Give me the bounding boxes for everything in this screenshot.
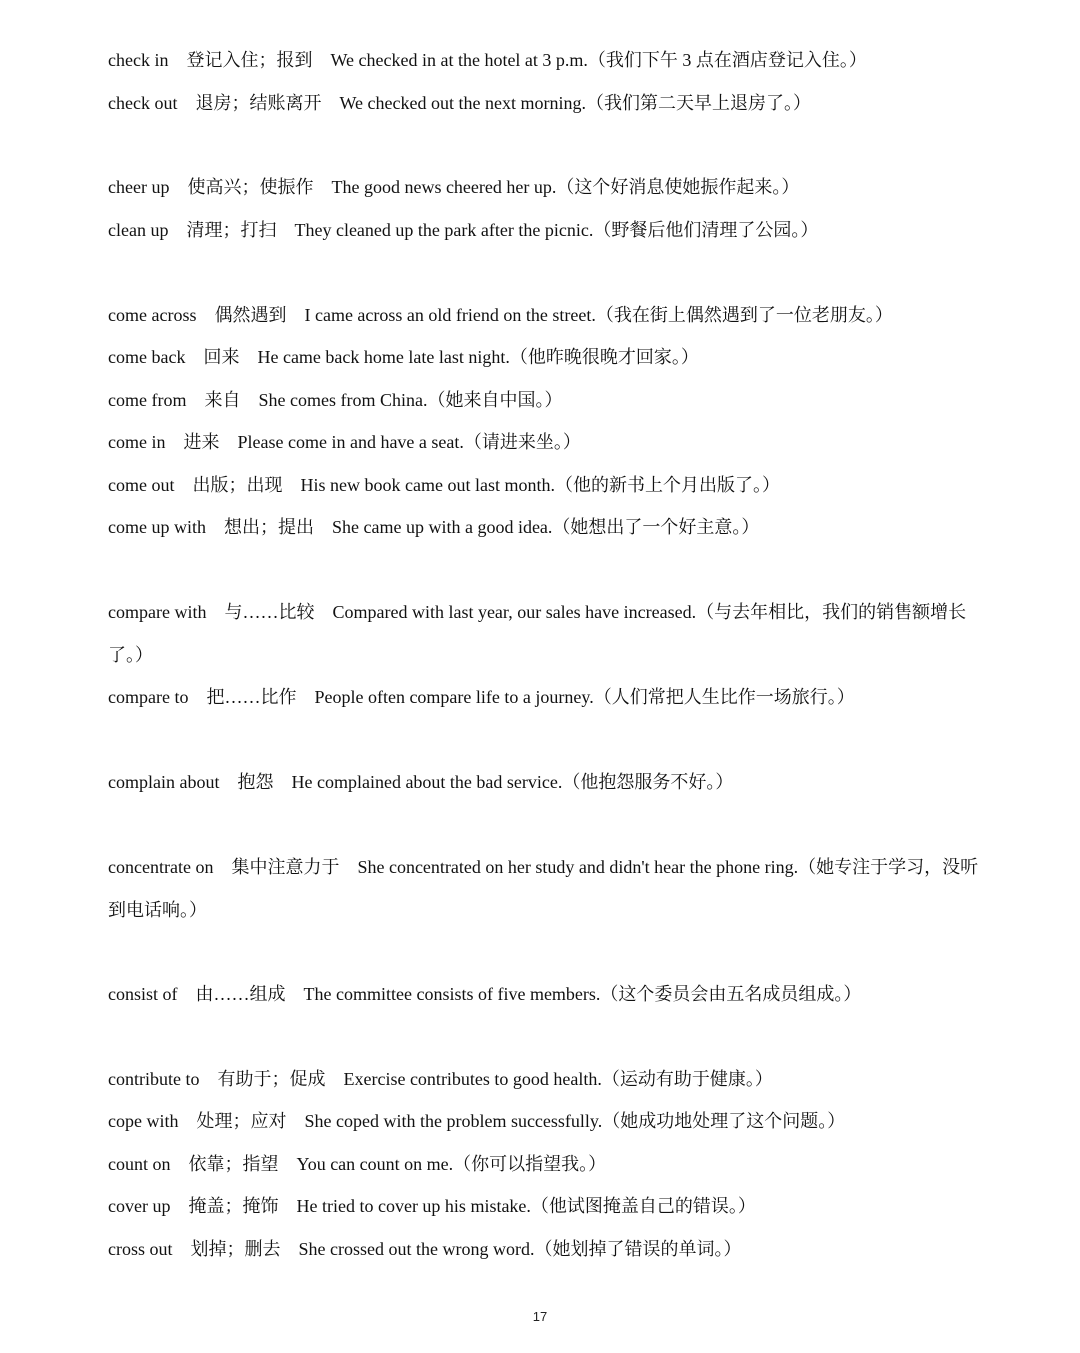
phrase: come up with <box>108 517 206 537</box>
phrase-entry-check-in <box>108 39 988 82</box>
phrase: check out <box>108 93 178 113</box>
phrase-entry-come-from <box>108 379 988 422</box>
phrase-entry-count-on <box>108 1143 988 1186</box>
example-sentence: The committee consists of five members.（这个委员会由五名成员组成。） <box>303 984 862 1004</box>
phrase: come back <box>108 347 186 367</box>
example-sentence: We checked out the next morning.（我们第二天早上退房了。） <box>339 93 811 113</box>
phrase-entry-complain-about <box>108 761 988 804</box>
meaning: 依靠；指望 <box>188 1154 279 1174</box>
phrase-entry-consist-of <box>108 973 988 1016</box>
phrase: cope with <box>108 1111 179 1131</box>
example-sentence: He complained about the bad service.（他抱怨服务不好。） <box>291 772 734 792</box>
meaning: 清理；打扫 <box>186 220 277 240</box>
phrase: come from <box>108 390 187 410</box>
phrase-entry-concentrate-on <box>108 846 988 931</box>
meaning: 退房；结账离开 <box>195 93 322 113</box>
phrase-entry-come-across <box>108 294 988 337</box>
phrase-entry-clean-up <box>108 209 988 252</box>
example-sentence: His new book came out last month.（他的新书上个月出版了。） <box>300 475 780 495</box>
phrase-entry-cover-up <box>108 1185 988 1228</box>
meaning: 与……比较 <box>224 602 315 622</box>
phrase: consist of <box>108 984 178 1004</box>
phrase: come out <box>108 475 175 495</box>
meaning: 回来 <box>203 347 240 367</box>
example-sentence: Exercise contributes to good health.（运动有助于健康。） <box>343 1069 773 1089</box>
meaning: 出版；出现 <box>192 475 283 495</box>
meaning: 把……比作 <box>206 687 297 707</box>
meaning: 来自 <box>204 390 241 410</box>
phrase: concentrate on <box>108 857 214 877</box>
example-sentence: Compared with last year, our sales have increased.（与去年相比，我们的销售额增长了。） <box>108 602 967 665</box>
meaning: 处理；应对 <box>196 1111 287 1131</box>
example-sentence: He came back home late last night.（他昨晚很晚才回家。） <box>257 347 699 367</box>
meaning: 由……组成 <box>195 984 286 1004</box>
phrase: cheer up <box>108 177 170 197</box>
example-sentence: Please come in and have a seat.（请进来坐。） <box>237 432 581 452</box>
phrase: compare to <box>108 687 189 707</box>
phrase-entry-come-out <box>108 464 988 507</box>
phrase-entry-come-in <box>108 421 988 464</box>
phrase: compare with <box>108 602 207 622</box>
phrase: clean up <box>108 220 169 240</box>
example-sentence: She came up with a good idea.（她想出了一个好主意。） <box>331 517 760 537</box>
meaning: 划掉；删去 <box>190 1239 281 1259</box>
example-sentence: People often compare life to a journey.（人们常把人生比作一场旅行。） <box>314 687 855 707</box>
meaning: 想出；提出 <box>223 517 314 537</box>
phrase: count on <box>108 1154 171 1174</box>
phrase-entry-come-back <box>108 336 988 379</box>
meaning: 有助于；促成 <box>217 1069 326 1089</box>
phrase: contribute to <box>108 1069 200 1089</box>
phrase: cover up <box>108 1196 171 1216</box>
meaning: 掩盖；掩饰 <box>188 1196 279 1216</box>
example-sentence: She coped with the problem successfully.（她成功地处理了这个问题。） <box>304 1111 846 1131</box>
meaning: 登记入住；报到 <box>186 50 313 70</box>
example-sentence: The good news cheered her up.（这个好消息使她振作起来。） <box>331 177 800 197</box>
phrase-entry-contribute-to <box>108 1058 988 1101</box>
example-sentence: They cleaned up the park after the picnic.（野餐后他们清理了公园。） <box>294 220 819 240</box>
phrase-entry-cross-out <box>108 1228 988 1271</box>
example-sentence: She comes from China.（她来自中国。） <box>258 390 563 410</box>
phrase-entry-cheer-up <box>108 166 988 209</box>
meaning: 抱怨 <box>237 772 274 792</box>
meaning: 集中注意力于 <box>231 857 340 877</box>
meaning: 使高兴；使振作 <box>187 177 314 197</box>
phrase-entry-compare-with <box>108 591 988 676</box>
phrase: cross out <box>108 1239 173 1259</box>
phrase: come in <box>108 432 166 452</box>
phrase: complain about <box>108 772 220 792</box>
example-sentence: You can count on me.（你可以指望我。） <box>296 1154 607 1174</box>
example-sentence: I came across an old friend on the street.（我在街上偶然遇到了一位老朋友。） <box>304 305 893 325</box>
meaning: 进来 <box>183 432 220 452</box>
page-number: 17 <box>532 1309 548 1324</box>
phrase-entry-compare-to <box>108 676 988 719</box>
phrase-entry-come-up-with <box>108 506 988 549</box>
phrase-entry-check-out <box>108 82 988 125</box>
example-sentence: She crossed out the wrong word.（她划掉了错误的单词。） <box>298 1239 742 1259</box>
phrase: come across <box>108 305 197 325</box>
meaning: 偶然遇到 <box>214 305 287 325</box>
example-sentence: She concentrated on her study and didn't hear the phone ring.（她专注于学习，没听到电话响。） <box>108 857 979 920</box>
phrase-entry-cope-with <box>108 1100 988 1143</box>
phrase: check in <box>108 50 169 70</box>
example-sentence: We checked in at the hotel at 3 p.m.（我们下午 3 点在酒店登记入住。） <box>330 50 867 70</box>
example-sentence: He tried to cover up his mistake.（他试图掩盖自己的错误。） <box>296 1196 756 1216</box>
